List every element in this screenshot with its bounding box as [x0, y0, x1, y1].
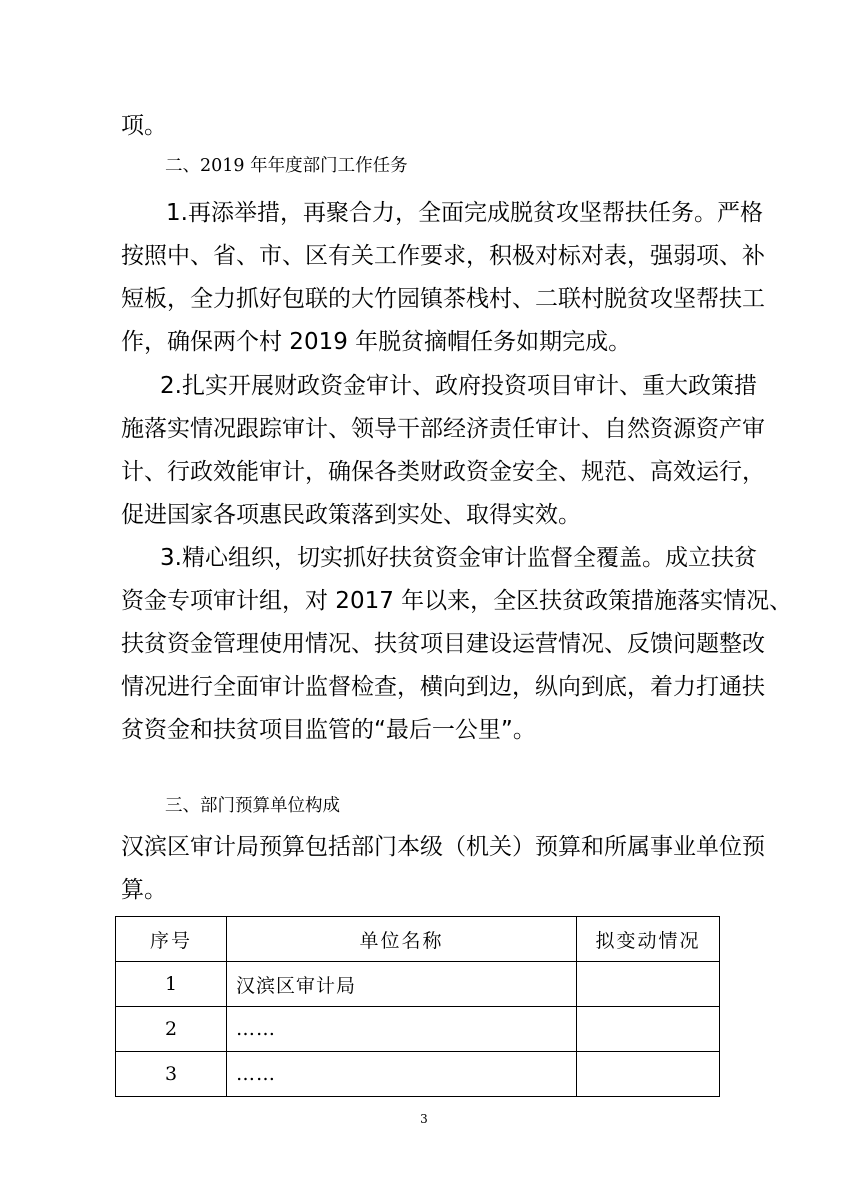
- cell-unit-name: ……: [227, 1007, 577, 1052]
- paragraph-line: 计、行政效能审计，确保各类财政资金安全、规范、高效运行，: [121, 459, 765, 485]
- paragraph-line: 1.再添举措，再聚合力，全面完成脱贫攻坚帮扶任务。严格: [166, 200, 763, 226]
- cell-serial-number: 3: [116, 1052, 227, 1097]
- section-heading: 三、部门预算单位构成: [165, 796, 340, 816]
- header-serial-number: 序号: [116, 917, 227, 962]
- paragraph-line: 项。: [121, 113, 167, 139]
- cell-proposed-change: [577, 1052, 720, 1097]
- paragraph-line: 促进国家各项惠民政策落到实处、取得实效。: [121, 502, 581, 528]
- paragraph-line: 算。: [121, 877, 167, 903]
- paragraph-line: 短板，全力抓好包联的大竹园镇茶栈村、二联村脱贫攻坚帮扶工: [121, 286, 765, 312]
- header-proposed-change: 拟变动情况: [577, 917, 720, 962]
- cell-serial-number: 1: [116, 962, 227, 1007]
- paragraph-line: 2.扎实开展财政资金审计、政府投资项目审计、重大政策措: [160, 373, 757, 399]
- table-row: [116, 962, 720, 1007]
- paragraph-line: 3.精心组织，切实抓好扶贫资金审计监督全覆盖。成立扶贫: [160, 545, 757, 571]
- header-unit-name: 单位名称: [227, 917, 577, 962]
- paragraph-line: 汉滨区审计局预算包括部门本级（机关）预算和所属事业单位预: [121, 834, 765, 860]
- budget-units-table: [115, 916, 720, 1097]
- paragraph-line: 作，确保两个村 2019 年脱贫摘帽任务如期完成。: [121, 329, 632, 355]
- table-row: [116, 1052, 720, 1097]
- table-header-row: [116, 917, 720, 962]
- paragraph-line: 扶贫资金管理使用情况、扶贫项目建设运营情况、反馈问题整改: [121, 631, 765, 657]
- table-row: [116, 1007, 720, 1052]
- paragraph-line: 施落实情况跟踪审计、领导干部经济责任审计、自然资源资产审: [121, 416, 765, 442]
- section-heading: 二、2019 年年度部门工作任务: [165, 156, 408, 176]
- cell-serial-number: 2: [116, 1007, 227, 1052]
- cell-unit-name: ……: [227, 1052, 577, 1097]
- paragraph-line: 贫资金和扶贫项目监管的“最后一公里”。: [121, 717, 536, 743]
- page-number: 3: [420, 1112, 428, 1126]
- paragraph-line: 按照中、省、市、区有关工作要求，积极对标对表，强弱项、补: [121, 243, 765, 269]
- cell-unit-name: 汉滨区审计局: [227, 962, 577, 1007]
- cell-proposed-change: [577, 962, 720, 1007]
- paragraph-line: 资金专项审计组，对 2017 年以来，全区扶贫政策措施落实情况、: [121, 588, 793, 614]
- paragraph-line: 情况进行全面审计监督检查，横向到边，纵向到底，着力打通扶: [121, 674, 765, 700]
- cell-proposed-change: [577, 1007, 720, 1052]
